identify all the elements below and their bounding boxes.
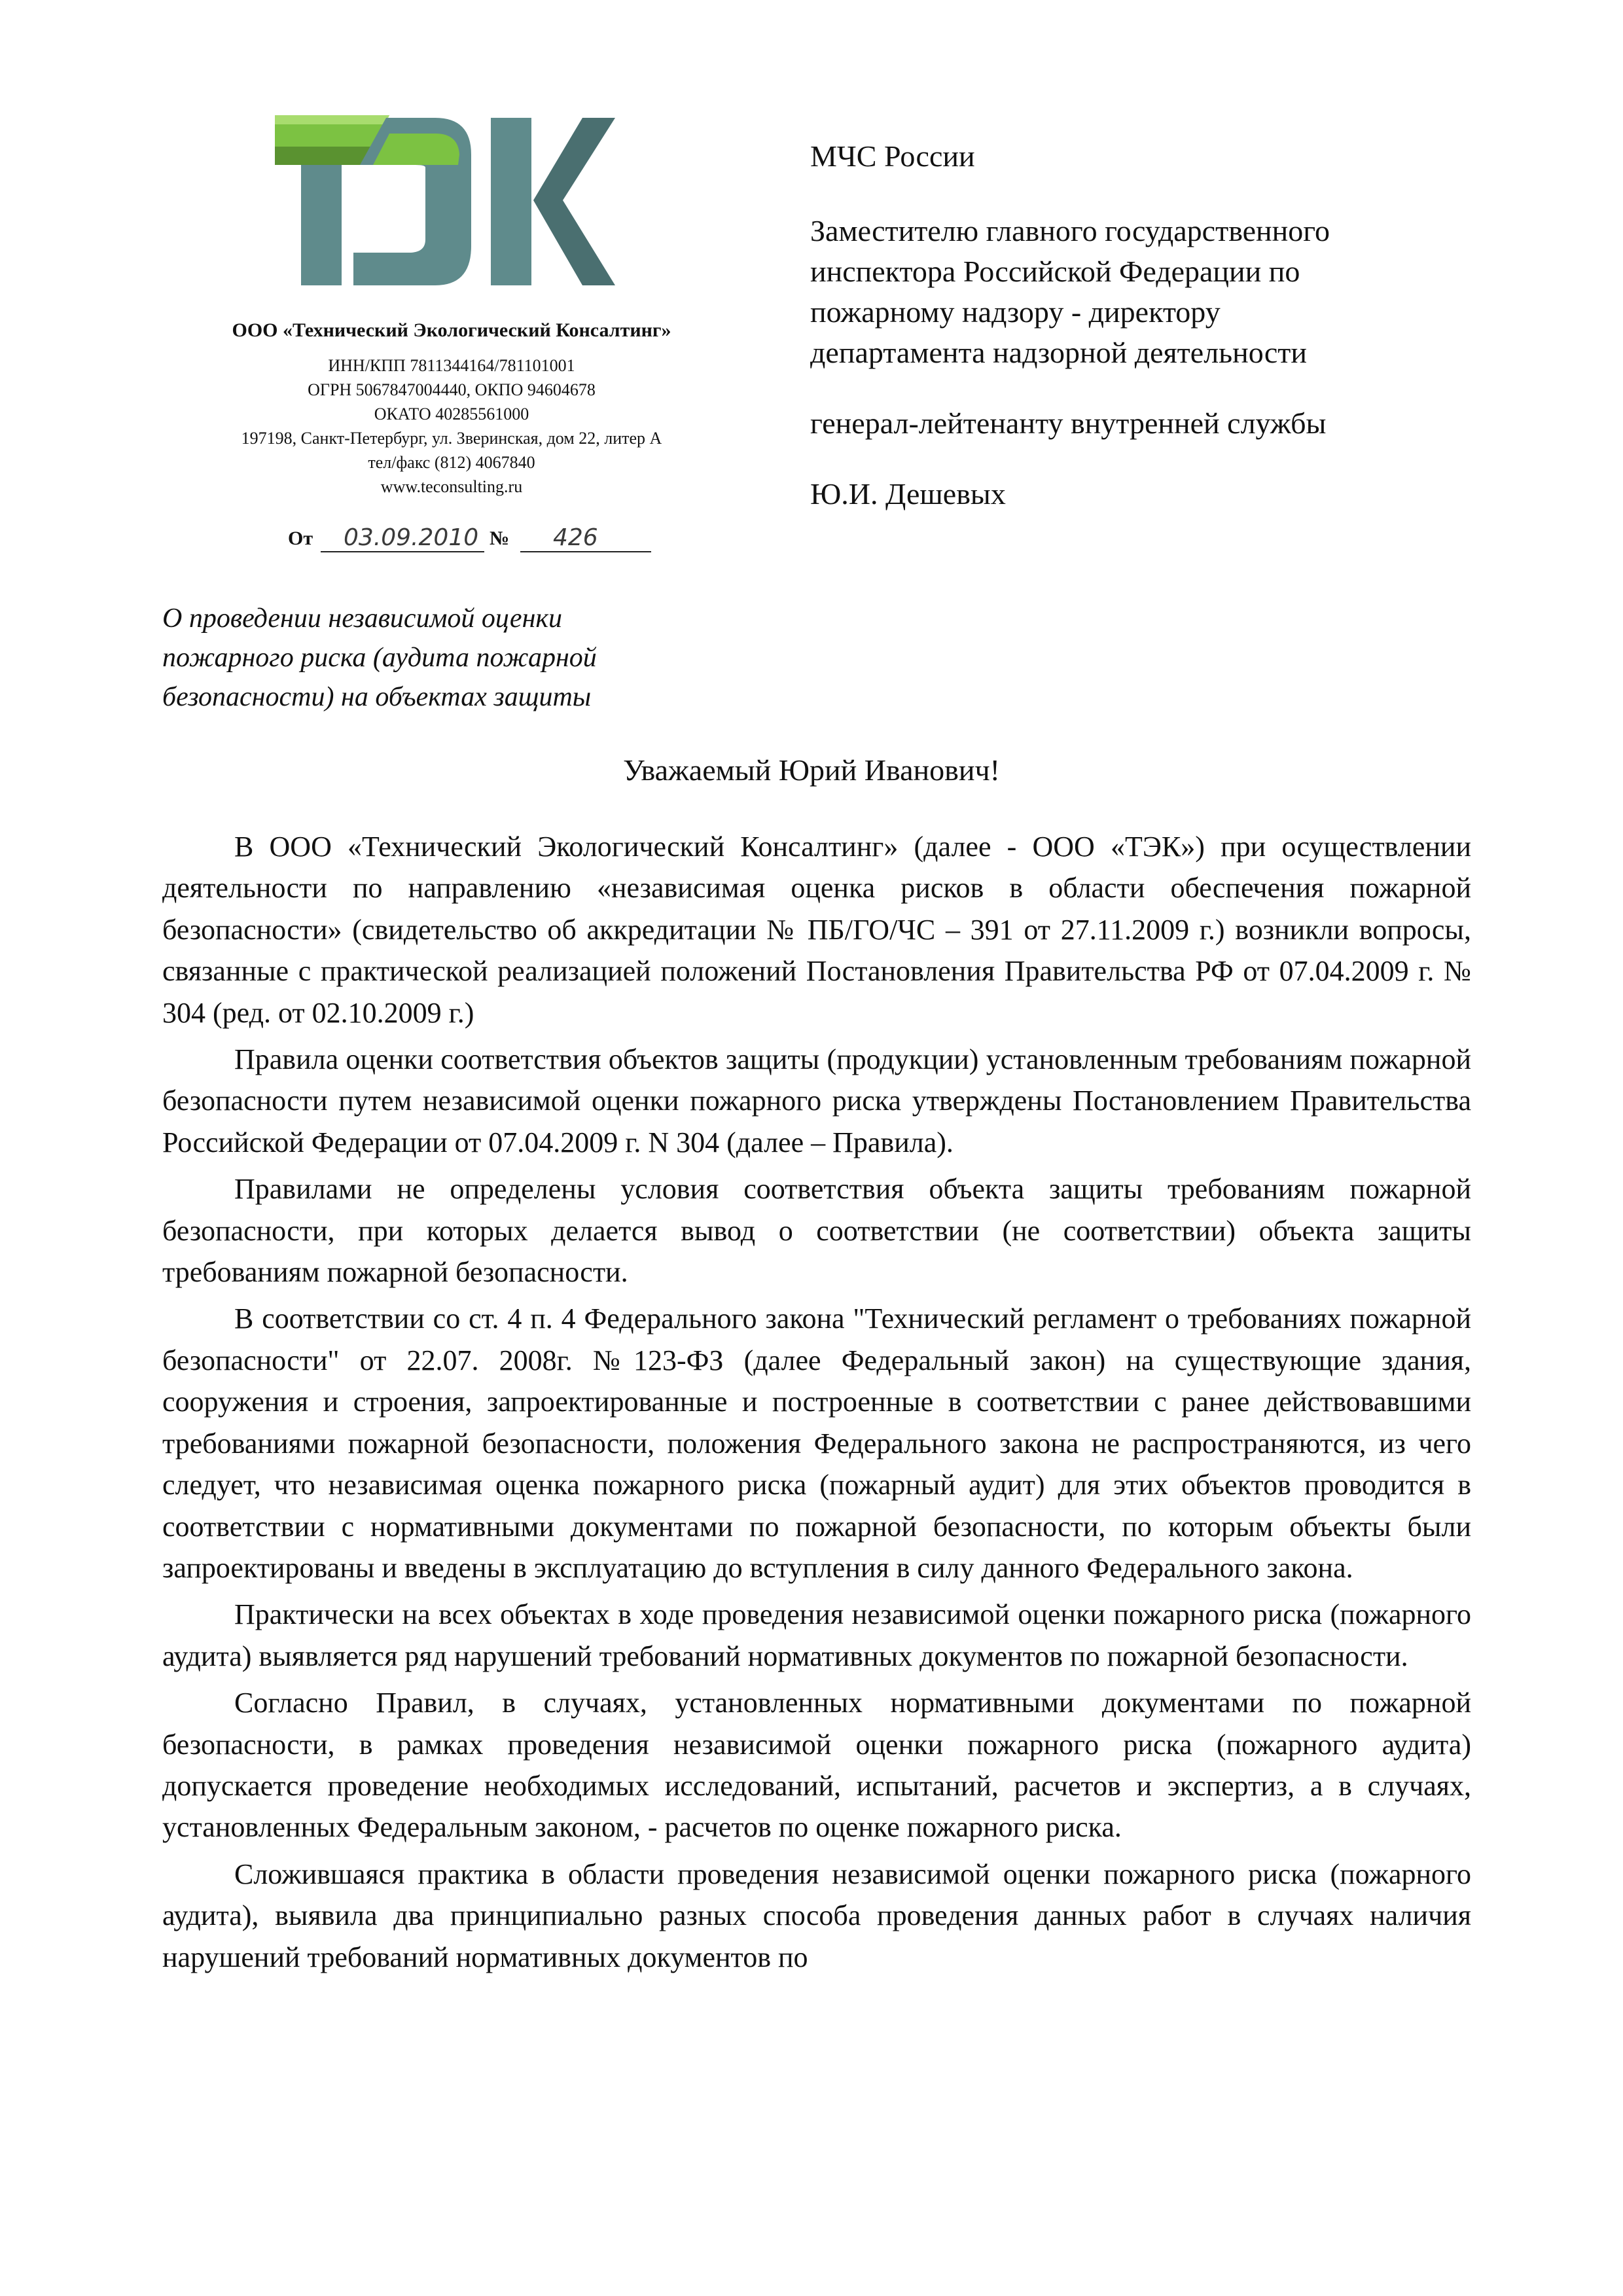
requisite-ogrn: ОГРН 5067847004440, ОКПО 94604678 <box>308 380 596 399</box>
subject-line: безопасности) на объектах защиты <box>162 682 592 712</box>
date-label: От <box>288 528 313 549</box>
body-paragraph: Практически на всех объектах в ходе проведения независимой оценки пожарного риска (пожарного аудита) выявляется ряд нарушений требований нормативных документов по пожарной безопасности. <box>162 1598 1471 1672</box>
body-paragraph: Правила оценки соответствия объектов защиты (продукции) установленным требованиям пожарной безопасности путем независимой оценки пожарного риска утверждены Постановлением Правительства Российской Федерации от 07.04.2009 г. N 304 (далее – Правила). <box>162 1043 1471 1158</box>
subject-line: О проведении независимой оценки <box>162 603 563 634</box>
recipient-rank: генерал-лейтенанту внутренней службы <box>810 406 1327 440</box>
body-paragraph: Сложившаяся практика в области проведения независимой оценки пожарного риска (пожарного аудита), выявила два принципиально разных способа проведения данных работ в случаях наличия нарушений требований нормативных документов по <box>162 1857 1471 1973</box>
recipient-org: МЧС России <box>810 139 975 173</box>
recipient-position <box>810 211 1530 373</box>
company-requisites <box>164 319 740 499</box>
letter-body <box>162 826 1471 1978</box>
requisite-inn: ИНН/КПП 7811344164/781101001 <box>328 356 575 375</box>
requisite-address: 197198, Санкт-Петербург, ул. Зверинская, дом 22, литер А <box>241 429 662 448</box>
recipient-position-line: инспектора Российской Федерации по <box>810 255 1300 288</box>
date-handwritten: 03.09.2010 <box>344 524 479 551</box>
recipient-position-line: департамента надзорной деятельности <box>810 336 1308 369</box>
company-logo <box>275 115 615 285</box>
requisite-okato: ОКАТО 40285561000 <box>374 404 529 423</box>
recipient-position-line: Заместителю главного государственного <box>810 214 1330 247</box>
number-label: № <box>490 528 510 549</box>
body-paragraph: В ООО «Технический Экологический Консалтинг» (далее - ООО «ТЭК») при осуществлении деятельности по направлению «независимая оценка рисков в области обеспечения пожарной безопасности» (свидетельство об аккредитации № ПБ/ГО/ЧС – 391 от 27.11.2009 г.) возникли вопросы, связанные с практической реализацией положений Постановления Правительства РФ от 07.04.2009 г. № 304 (ред. от 02.10.2009 г.) <box>162 831 1471 1029</box>
letter-subject <box>162 599 725 717</box>
requisite-website: www.teconsulting.ru <box>380 477 523 496</box>
recipient-block <box>810 136 1530 514</box>
number-handwritten: 426 <box>553 524 598 551</box>
outgoing-number-line <box>281 517 674 556</box>
requisite-phone: тел/факс (812) 4067840 <box>368 453 535 472</box>
recipient-name: Ю.И. Дешевых <box>810 477 1006 511</box>
body-paragraph: В соответствии со ст. 4 п. 4 Федерального закона "Технический регламент о требованиях пожарной безопасности" от 22.07. 2008г. №123-ФЗ (далее Федеральный закон) на существующие здания, сооружения и строения, запроектированные и построенные в соответствии с ранее действовавшими требованиями пожарной безопасности, положения Федерального закона не распространяются, из чего следует, что независимая оценка пожарного риска (пожарный аудит) для этих объектов проводится в соответствии с нормативными документами по пожарной безопасности, по которым объекты были запроектированы и введены в эксплуатацию до вступления в силу данного Федерального закона. <box>162 1302 1471 1584</box>
company-name: ООО «Технический Экологический Консалтинг» <box>232 319 671 341</box>
body-paragraph: Правилами не определены условия соответствия объекта защиты требованиям пожарной безопасности, при которых делается вывод о соответствии (не соответствии) объекта защиты требованиям пожарной безопасности. <box>162 1173 1471 1289</box>
subject-line: пожарного риска (аудита пожарной <box>162 643 597 673</box>
salutation: Уважаемый Юрий Иванович! <box>623 753 1000 787</box>
body-paragraph: Согласно Правил, в случаях, установленных нормативными документами по пожарной безопасности, в рамках проведения независимой оценки пожарного риска (пожарного аудита) допускается проведение необходимых исследований, испытаний, расчетов и экспертиз, а в случаях, установленных Федеральным законом, - расчетов по оценке пожарного риска. <box>162 1687 1471 1844</box>
recipient-position-line: пожарному надзору - директору <box>810 295 1221 329</box>
